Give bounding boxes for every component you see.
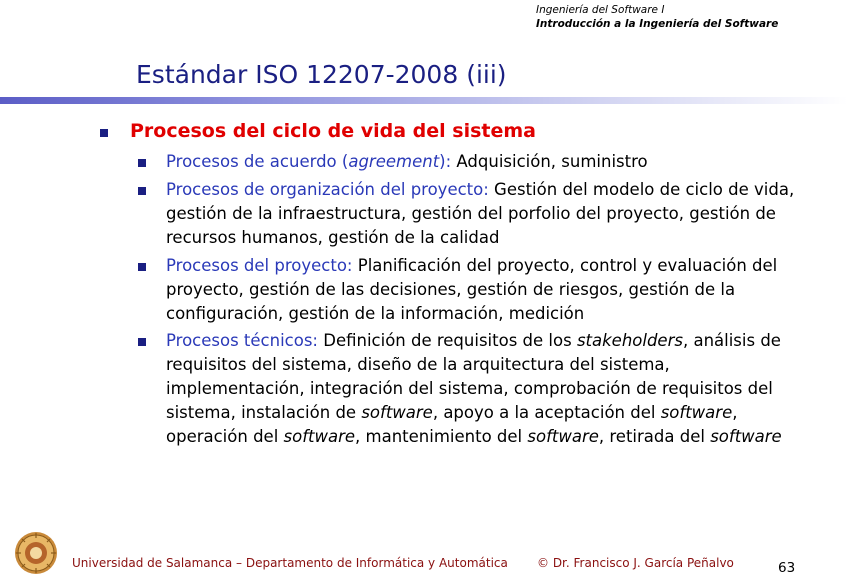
- slide-title: Estándar ISO 12207-2008 (iii): [136, 60, 507, 89]
- list-item: Procesos técnicos: Definición de requisitos de los stakeholders, análisis de requisitos del sistema, diseño de la arquitectura del sistema, implementación, integración del sistema, comprobación de requisitos del sistema, instalación de software, apoyo a la aceptación del software, operación del software, mantenimiento del software, retirada del software: [166, 329, 806, 449]
- square-bullet-icon: [138, 187, 146, 195]
- list-item: [166, 254, 806, 326]
- item-text: Gestión del modelo de ciclo de vida, gestión de la infraestructura, gestión del porfolio del proyecto, gestión de recursos humanos, gestión de la calidad: [166, 180, 795, 247]
- square-bullet-icon: [100, 129, 108, 137]
- university-seal-icon: [14, 530, 58, 576]
- title-divider: [0, 97, 848, 104]
- item-lead: Procesos del proyecto:: [166, 256, 353, 275]
- square-bullet-icon: [138, 263, 146, 271]
- main-point: Procesos del ciclo de vida del sistema: [130, 120, 536, 142]
- square-bullet-icon: [138, 159, 146, 167]
- list-item: [166, 150, 806, 174]
- footer-author: © Dr. Francisco J. García Peñalvo: [537, 556, 734, 570]
- item-lead: Procesos técnicos:: [166, 331, 318, 350]
- square-bullet-icon: [138, 338, 146, 346]
- item-text: Planificación del proyecto, control y evaluación del proyecto, gestión de las decisiones, gestión de riesgos, gestión de la configuración, gestión de la información, medición: [166, 256, 778, 323]
- page-number: 63: [778, 560, 796, 576]
- course-name: Ingeniería del Software I: [536, 4, 665, 16]
- list-item: [166, 178, 806, 250]
- course-header: [536, 3, 778, 31]
- course-subtitle: Introducción a la Ingeniería del Software: [536, 18, 779, 30]
- footer-institution: Universidad de Salamanca – Departamento de Informática y Automática: [72, 556, 508, 570]
- item-text: Adquisición, suministro: [451, 152, 648, 171]
- item-lead: Procesos de acuerdo (agreement):: [166, 152, 452, 171]
- item-lead: Procesos de organización del proyecto:: [166, 180, 489, 199]
